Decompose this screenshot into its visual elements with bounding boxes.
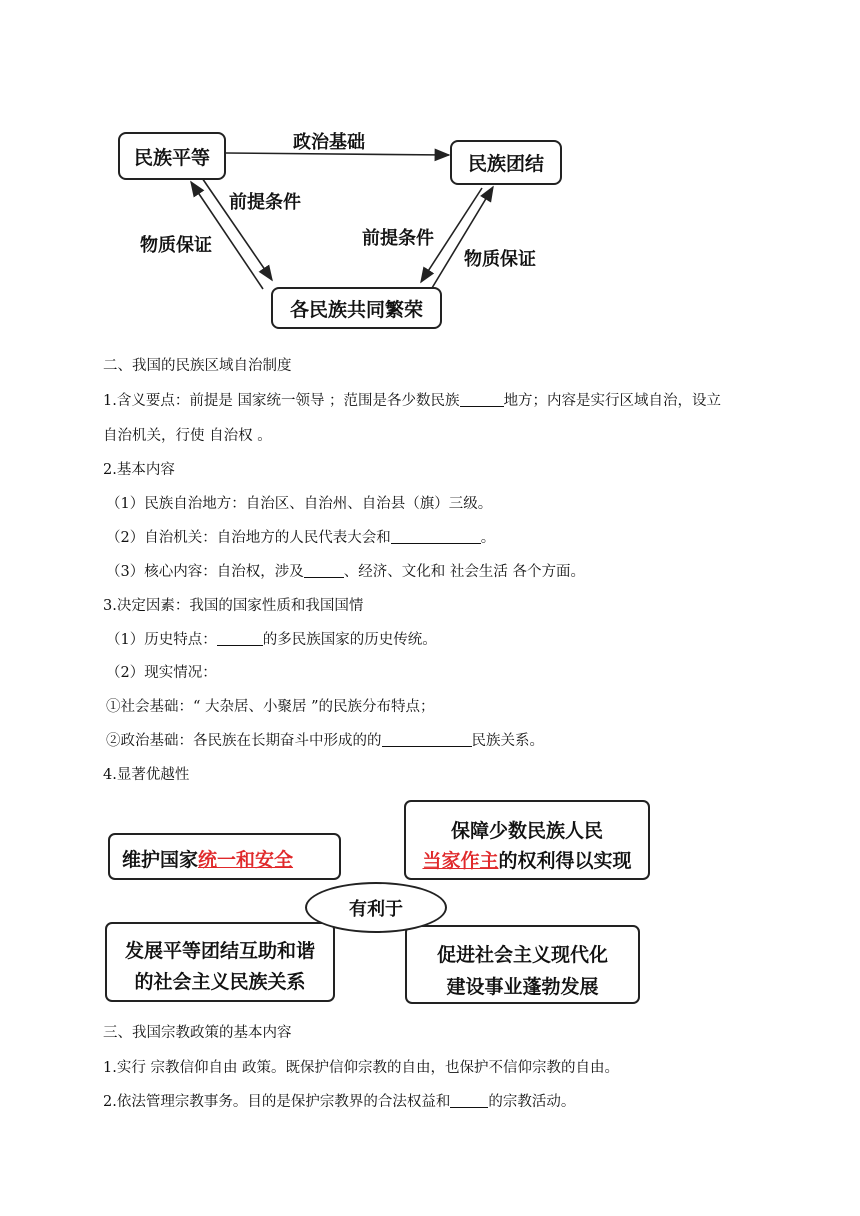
- section3-heading: 三、我国宗教政策的基本内容: [103, 1025, 292, 1041]
- box-ethnic-relations-line1: 发展平等团结互助和谐: [124, 940, 315, 962]
- item2-sub2: [106, 528, 495, 548]
- item2-title: 2.基本内容: [103, 462, 175, 478]
- item3-sub2: （2）现实情况：: [106, 665, 217, 681]
- item3-point2-a: ②政治基础：各民族在长期奋斗中形成的的: [106, 733, 382, 749]
- node-ethnic-unity: 民族团结: [450, 140, 562, 185]
- box-modernization-line2: 建设事业蓬勃发展: [446, 976, 599, 998]
- item1-line1: [103, 391, 721, 411]
- item2-sub2-a: （2）自治机关：自治地方的人民代表大会和: [106, 530, 391, 546]
- section2-heading: 二、我国的民族区域自治制度: [103, 358, 292, 374]
- item3-point2: [106, 731, 544, 751]
- box-self-governance-line1: 保障少数民族人民: [450, 820, 603, 842]
- item1-line2: 自治机关，行使 自治权 。: [103, 428, 272, 444]
- answer-blank: [460, 392, 504, 407]
- label-precondition-right: 前提条件: [362, 228, 434, 249]
- item3-title: 3.决定因素：我国的国家性质和我国国情: [103, 598, 364, 614]
- item3-point1: ①社会基础：“ 大杂居、小聚居 ”的民族分布特点；: [106, 699, 435, 715]
- answer-blank: [304, 563, 344, 578]
- box-self-governance-line2: [406, 846, 648, 876]
- item4-title: 4.显著优越性: [103, 767, 190, 783]
- item1-line1-a: 1.含义要点：前提是 国家统一领导 ；范围是各少数民族: [103, 393, 460, 409]
- item3-point2-b: 民族关系。: [471, 733, 544, 749]
- box-self-governance-suffix: 的权利得以实现: [498, 850, 632, 872]
- label-precondition-left: 前提条件: [229, 192, 301, 213]
- answer-blank: [217, 631, 263, 646]
- box-ethnic-relations-line2: 的社会主义民族关系: [134, 971, 306, 993]
- arrow-prosperity-to-unity: [432, 187, 493, 288]
- node-ethnic-equality: 民族平等: [118, 132, 226, 180]
- label-material-guarantee-left: 物质保证: [140, 235, 212, 256]
- node-common-prosperity: 各民族共同繁荣: [271, 287, 442, 329]
- item2-sub2-b: 。: [480, 530, 496, 546]
- answer-blank: [382, 732, 472, 747]
- answer-blank: [450, 1093, 488, 1108]
- box-modernization-line1: 促进社会主义现代化: [436, 944, 608, 966]
- section3-item2-a: 2.依法管理宗教事务。目的是保护宗教界的合法权益和: [103, 1094, 451, 1110]
- box-ethnic-relations: [105, 922, 335, 1002]
- section3-item2-b: 的宗教活动。: [488, 1094, 576, 1110]
- item2-sub3: [106, 562, 585, 582]
- section3-item1: 1.实行 宗教信仰自由 政策。既保护信仰宗教的自由，也保护不信仰宗教的自由。: [103, 1060, 620, 1076]
- answer-self-governance: 当家作主: [422, 850, 499, 872]
- label-material-guarantee-right: 物质保证: [464, 249, 536, 270]
- center-label: 有利于: [349, 898, 403, 920]
- item3-sub1-b: 的多民族国家的历史传统。: [262, 632, 437, 648]
- answer-unity-security: 统一和安全: [198, 849, 294, 871]
- item1-line1-b: 地方；内容是实行区域自治，设立: [503, 393, 722, 409]
- item3-sub1: [106, 630, 437, 650]
- item2-sub1: （1）民族自治地方：自治区、自治州、自治县（旗）三级。: [106, 496, 493, 512]
- section3-item2: [103, 1092, 575, 1112]
- box-unity-security-prefix: 维护国家: [122, 849, 199, 871]
- box-self-governance: [404, 800, 650, 880]
- box-unity-security: [108, 833, 341, 880]
- item2-sub3-b: 、经济、文化和 社会生活 各个方面。: [343, 564, 585, 580]
- answer-blank: [391, 529, 481, 544]
- box-modernization: [405, 925, 640, 1004]
- center-ellipse: [305, 882, 447, 933]
- label-political-basis: 政治基础: [293, 132, 365, 153]
- item2-sub3-a: （3）核心内容：自治权，涉及: [106, 564, 304, 580]
- item3-sub1-a: （1）历史特点：: [106, 632, 217, 648]
